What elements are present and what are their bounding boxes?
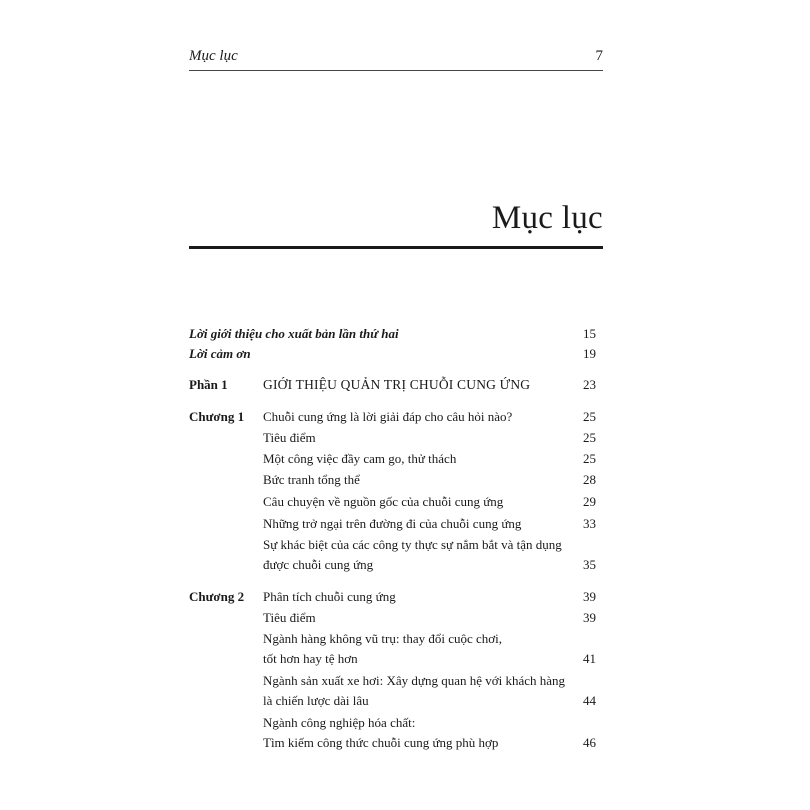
page-number: 7 bbox=[595, 48, 603, 64]
toc-entry-title: Tiêu điểm bbox=[263, 610, 316, 625]
toc-entry-title: Những trở ngại trên đường đi của chuỗi cung ứng bbox=[263, 516, 522, 531]
toc-entry-page: 39 bbox=[583, 589, 596, 604]
toc-entry-page: 28 bbox=[583, 472, 596, 487]
toc-entry-page: 44 bbox=[583, 693, 596, 708]
toc-entry-title: Tiêu điểm bbox=[263, 430, 316, 445]
toc-entry-page: 39 bbox=[583, 610, 596, 625]
toc-entry-title: Sự khác biệt của các công ty thực sự nắm bắt và tận dụng bbox=[263, 537, 562, 552]
toc-entry-title: Câu chuyện về nguồn gốc của chuỗi cung ứng bbox=[263, 494, 504, 509]
toc-chapter-label: Chương 2 bbox=[189, 589, 245, 604]
toc-entry-title: Một công việc đầy cam go, thử thách bbox=[263, 451, 457, 466]
toc-entry-title-continued: là chiến lược dài lâu bbox=[263, 693, 369, 708]
page-title: Mục lục bbox=[491, 200, 603, 236]
toc-entry-page: 35 bbox=[583, 557, 596, 572]
toc-entry-page: 41 bbox=[583, 651, 596, 666]
toc-entry-title: Ngành sản xuất xe hơi: Xây dựng quan hệ với khách hàng bbox=[263, 673, 566, 688]
toc-entry-title: Ngành công nghiệp hóa chất: bbox=[263, 715, 416, 730]
toc-entry-title-continued: được chuỗi cung ứng bbox=[263, 557, 374, 572]
toc-entry-page: 25 bbox=[583, 430, 596, 445]
toc-part-label: Phần 1 bbox=[189, 377, 228, 392]
toc-entry-title-continued: Tìm kiếm công thức chuỗi cung ứng phù hợp bbox=[263, 735, 499, 750]
toc-part-page: 23 bbox=[583, 377, 596, 392]
running-head-title: Mục lục bbox=[189, 48, 238, 64]
toc-entry-page: 46 bbox=[583, 735, 596, 750]
toc-entry-page: 33 bbox=[583, 516, 596, 531]
toc-entry-title: Bức tranh tổng thể bbox=[263, 472, 360, 487]
toc-entry-page: 25 bbox=[583, 451, 596, 466]
toc-entry-page: 29 bbox=[583, 494, 596, 509]
toc-entry-page: 25 bbox=[583, 409, 596, 424]
toc-chapter-label: Chương 1 bbox=[189, 409, 245, 424]
toc-part-title: GIỚI THIỆU QUẢN TRỊ CHUỖI CUNG ỨNG bbox=[263, 377, 531, 392]
toc-acknowledgments-page: 19 bbox=[583, 346, 596, 361]
toc-acknowledgments-title: Lời cảm ơn bbox=[189, 346, 251, 361]
toc-entry-title: Phân tích chuỗi cung ứng bbox=[263, 589, 396, 604]
toc-entry-title: Ngành hàng không vũ trụ: thay đổi cuộc chơi, bbox=[263, 631, 503, 646]
toc-preface-title: Lời giới thiệu cho xuất bản lần thứ hai bbox=[189, 326, 399, 341]
toc-entry-title: Chuỗi cung ứng là lời giải đáp cho câu hỏi nào? bbox=[263, 409, 513, 424]
toc-entry-title-continued: tốt hơn hay tệ hơn bbox=[263, 651, 358, 666]
toc-preface-page: 15 bbox=[583, 326, 596, 341]
